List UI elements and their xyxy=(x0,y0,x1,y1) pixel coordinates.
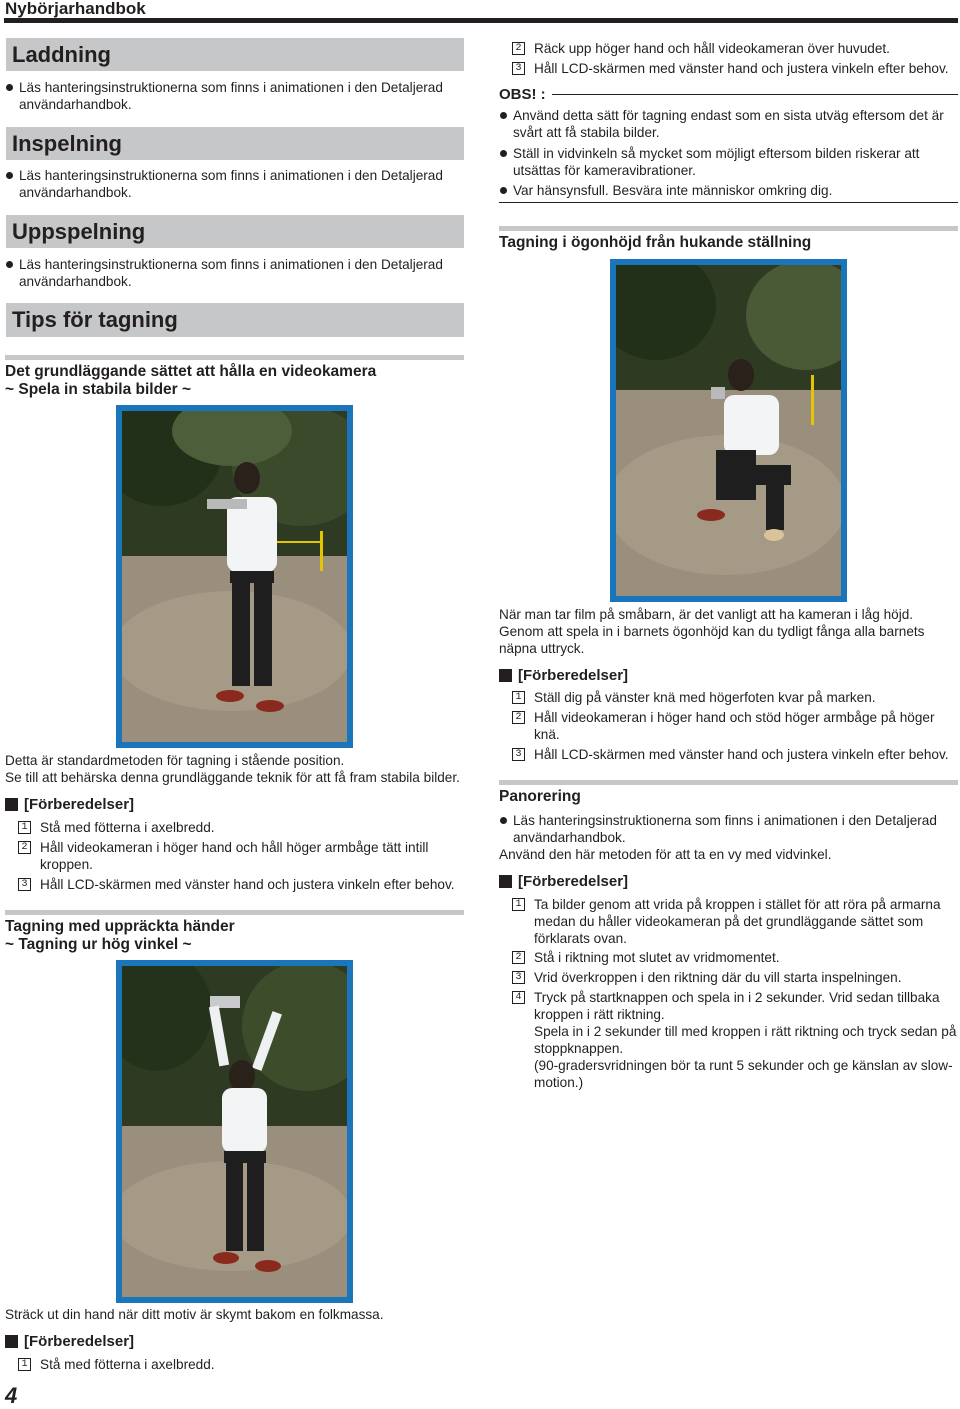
step-text: Stå i riktning mot slutet av vridmomentet. xyxy=(534,950,780,965)
step-item xyxy=(512,40,958,57)
subsection-rule xyxy=(5,910,464,915)
obs-item: Använd detta sätt för tagning endast som en sista utväg eftersom det är svårt att få stabila bilder. xyxy=(499,107,958,141)
step-number: 1 xyxy=(512,898,525,911)
photo-standing xyxy=(116,405,353,748)
step-item xyxy=(512,709,958,743)
preparations-heading: [Förberedelser] xyxy=(499,667,628,685)
step-text: Håll LCD-skärmen med vänster hand och justera vinkeln efter behov. xyxy=(40,877,455,892)
obs-heading-rule xyxy=(552,94,958,95)
heading-line: ~ Spela in stabila bilder ~ xyxy=(5,380,192,398)
step-number: 3 xyxy=(18,878,31,891)
heading-line: Det grundläggande sättet att hålla en videokamera xyxy=(5,363,377,380)
bullet-text: Läs hanteringsinstruktionerna som finns i animationen i den Detaljerad användarhandbok. xyxy=(499,812,958,846)
step-item xyxy=(512,969,958,986)
desc-text: Genom att spela in i barnets ögonhöjd kan du tydligt fånga alla barnets näpna uttryck. xyxy=(499,624,925,656)
step-number: 2 xyxy=(512,42,525,55)
desc-text: När man tar film på småbarn, är det vanligt att ha kameran i låg höjd. xyxy=(499,607,914,622)
subsection-heading: Tagning i ögonhöjd från hukande ställning xyxy=(499,234,812,251)
desc-text: Detta är standardmetoden för tagning i stående position. xyxy=(5,753,345,768)
bullet-text: Läs hanteringsinstruktionerna som finns i animationen i den Detaljerad användarhandbok. xyxy=(5,256,463,290)
step-number: 3 xyxy=(512,971,525,984)
step-text: Ställ dig på vänster knä med högerfoten kvar på marken. xyxy=(534,690,876,705)
preparations-heading: [Förberedelser] xyxy=(5,1333,134,1351)
photo-crouching xyxy=(610,259,847,602)
step-text: Tryck på startknappen och spela in i 2 sekunder. Vrid sedan tillbaka kroppen i rätt riktning. xyxy=(534,990,940,1022)
step-text: Håll videokameran i höger hand och håll höger armbåge tätt intill kroppen. xyxy=(40,840,429,872)
step-number: 1 xyxy=(18,821,31,834)
preparations-heading: [Förberedelser] xyxy=(5,796,134,814)
subsection-rule xyxy=(499,780,958,785)
subsection-rule xyxy=(5,355,464,360)
bullet-text: Läs hanteringsinstruktionerna som finns i animationen i den Detaljerad användarhandbok. xyxy=(5,167,463,201)
section-title-tips: Tips för tagning xyxy=(6,303,464,337)
bullet-text: Läs hanteringsinstruktionerna som finns i animationen i den Detaljerad användarhandbok. xyxy=(5,79,463,113)
section-title-uppspelning: Uppspelning xyxy=(6,215,464,248)
step-text: Ta bilder genom att vrida på kroppen i stället för att röra på armarna medan du håller videokameran på det grundläggande sättet som förklarats ovan. xyxy=(534,897,941,946)
step-text: Stå med fötterna i axelbredd. xyxy=(40,820,215,835)
step-item xyxy=(512,949,958,966)
header-rule xyxy=(4,18,958,23)
step-number: 3 xyxy=(512,62,525,75)
step-item xyxy=(512,746,958,763)
heading-line: Tagning med uppräckta händer xyxy=(5,918,235,935)
step-text: Vrid överkroppen i den riktning där du vill starta inspelningen. xyxy=(534,970,902,985)
section-title-laddning: Laddning xyxy=(6,38,464,71)
step-text: Stå med fötterna i axelbredd. xyxy=(40,1357,215,1372)
step-item xyxy=(512,689,958,706)
subsection-rule xyxy=(499,226,958,231)
subsection-heading: Panorering xyxy=(499,788,581,805)
preparations-heading: [Förberedelser] xyxy=(499,873,628,891)
page-header-title: Nybörjarhandbok xyxy=(5,0,146,18)
step-continuation: (90-gradersvridningen bör ta runt 5 sekunder och ge känslan av slow-motion.) xyxy=(534,1058,953,1090)
desc-text: Se till att behärska denna grundläggande teknik för att få fram stabila bilder. xyxy=(5,770,460,785)
step-number: 1 xyxy=(18,1358,31,1371)
step-number: 2 xyxy=(512,951,525,964)
obs-item: Ställ in vidvinkeln så mycket som möjligt eftersom bilden riskerar att utsättas för kameravibrationer. xyxy=(499,145,958,179)
section-title-inspelning: Inspelning xyxy=(6,127,464,160)
step-item xyxy=(18,1356,465,1373)
photo-raised-hands xyxy=(116,960,353,1303)
step-text: Räck upp höger hand och håll videokameran över huvudet. xyxy=(534,41,890,56)
step-number: 4 xyxy=(512,991,525,1004)
step-item xyxy=(512,896,958,947)
subsection-heading xyxy=(5,363,376,398)
step-text: Håll videokameran i höger hand och stöd höger armbåge på höger knä. xyxy=(534,710,935,742)
heading-line: ~ Tagning ur hög vinkel ~ xyxy=(5,935,192,953)
step-item xyxy=(18,819,465,836)
page-number: 4 xyxy=(5,1383,18,1408)
step-number: 3 xyxy=(512,748,525,761)
step-text: Håll LCD-skärmen med vänster hand och justera vinkeln efter behov. xyxy=(534,747,949,762)
step-item xyxy=(18,839,465,873)
step-number: 2 xyxy=(18,841,31,854)
step-number: 1 xyxy=(512,691,525,704)
step-item xyxy=(18,876,465,893)
desc-text: Använd den här metoden för att ta en vy med vidvinkel. xyxy=(499,847,832,862)
obs-item: Var hänsynsfull. Besvära inte människor omkring dig. xyxy=(499,182,958,199)
subsection-heading xyxy=(5,918,235,953)
step-item xyxy=(512,60,958,77)
step-item xyxy=(512,989,958,1023)
obs-bottom-rule xyxy=(499,202,958,203)
desc-text: Sträck ut din hand när ditt motiv är skymt bakom en folkmassa. xyxy=(5,1307,384,1322)
step-number: 2 xyxy=(512,711,525,724)
step-text: Håll LCD-skärmen med vänster hand och justera vinkeln efter behov. xyxy=(534,61,949,76)
obs-heading: OBS! : xyxy=(499,86,546,103)
step-continuation: Spela in i 2 sekunder till med kroppen i rätt riktning och tryck sedan på stoppknappen. xyxy=(534,1024,957,1056)
